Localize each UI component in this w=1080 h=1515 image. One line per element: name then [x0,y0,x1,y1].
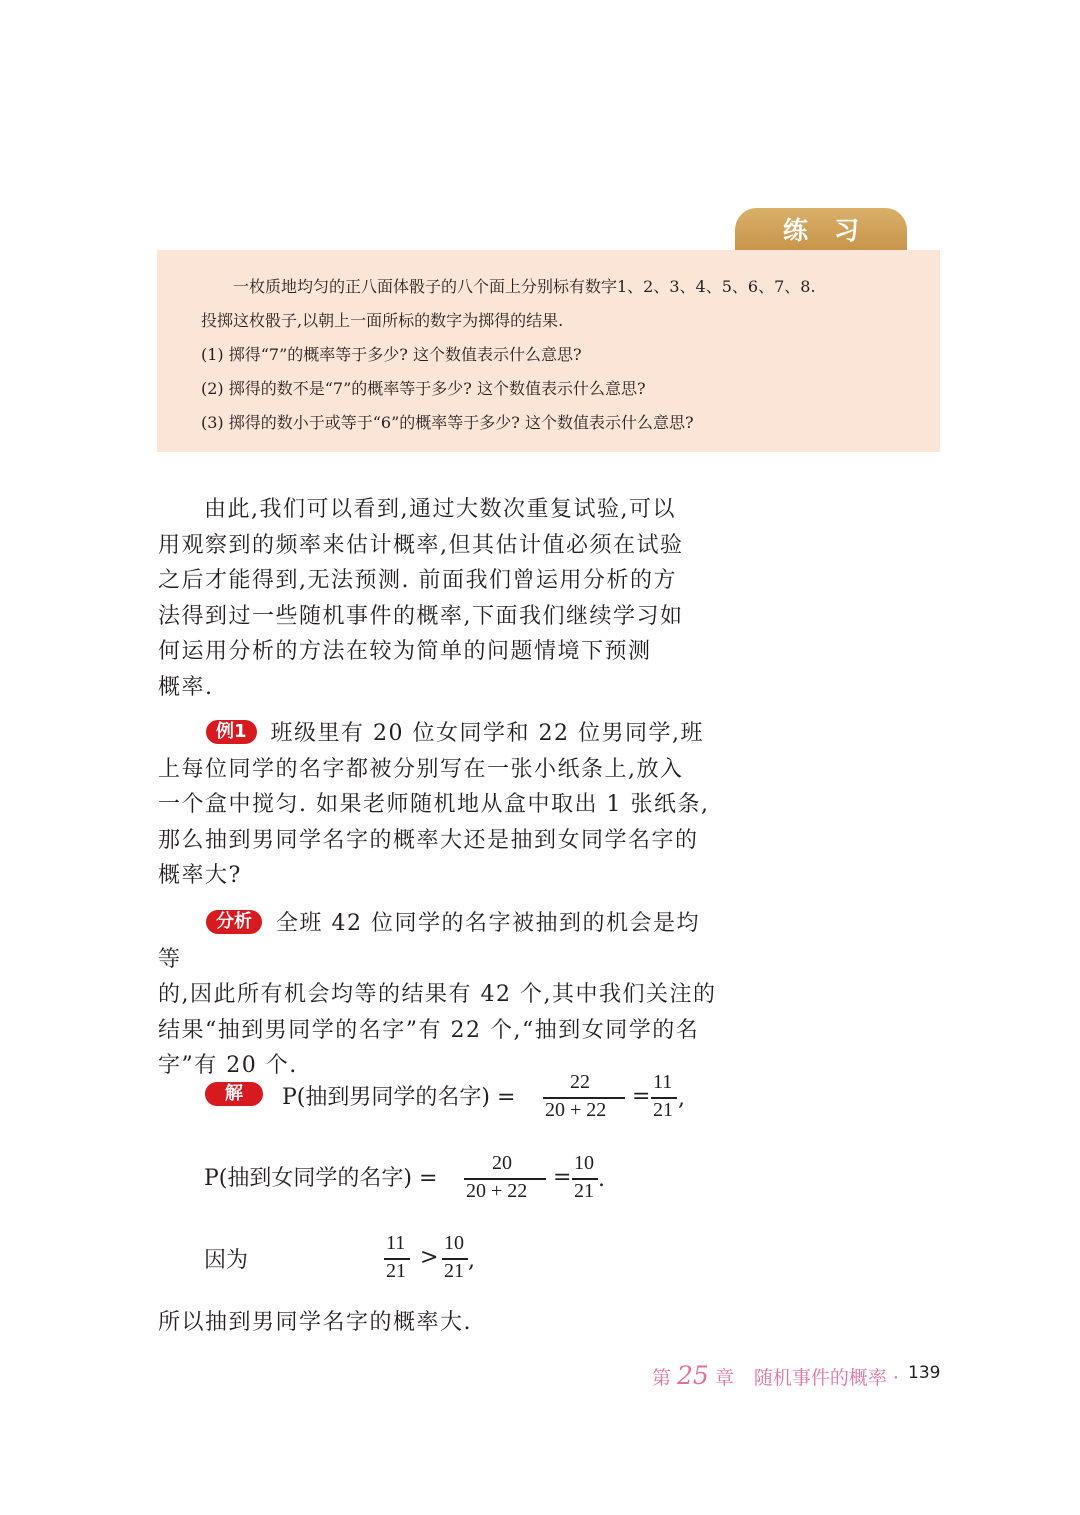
period: . [598,1167,605,1192]
paragraph-line: 概率. [158,674,214,700]
exercise-intro-line2: 投掷这枚骰子,以朝上一面所标的数字为掷得的结果. [201,311,564,330]
equation-2-denominator: 20 + 22 [466,1180,528,1202]
example-line: 班级里有 20 位女同学和 22 位男同学,班 [270,721,704,746]
analysis-badge: 分析 [206,910,262,934]
chapter-suffix: 章 [714,1367,734,1389]
equation-2-lhs: P(抽到女同学的名字) = [204,1166,438,1191]
greater-than-sign: > [420,1245,439,1270]
analysis-paragraph [158,906,718,1084]
paragraph-line: 用观察到的频率来估计概率,但其估计值必须在试验 [158,532,684,558]
equals-sign: = [632,1084,651,1109]
compare-right-numerator: 10 [444,1232,464,1254]
equation-2-result-denominator: 21 [574,1180,594,1202]
compare-left-denominator: 21 [386,1260,406,1282]
chapter-title: 随机事件的概率 · [753,1367,899,1389]
exercise-question-1: (1) 掷得“7”的概率等于多少? 这个数值表示什么意思? [201,345,582,364]
paragraph-line: 何运用分析的方法在较为简单的问题情境下预测 [158,639,652,664]
exercise-box [157,250,940,452]
equation-2-result-numerator: 10 [574,1152,594,1174]
conclusion: 所以抽到男同学名字的概率大. [158,1310,472,1335]
equation-1-numerator: 22 [570,1071,590,1093]
solution-badge: 解 [205,1082,263,1106]
exercise-question-2: (2) 掷得的数不是“7”的概率等于多少? 这个数值表示什么意思? [201,379,646,398]
equation-1-denominator: 20 + 22 [545,1099,607,1121]
because-label: 因为 [204,1248,249,1273]
page-number: 139 [908,1363,941,1383]
analysis-line: 的,因此所有机会均等的结果有 42 个,其中我们关注的 [158,982,717,1007]
exercise-tab: 练习 [735,208,907,251]
example-line: 一个盒中搅匀. 如果老师随机地从盒中取出 1 张纸条, [158,792,710,817]
chapter-number: 25 [677,1361,709,1390]
example-line: 概率大? [158,863,242,888]
example-line: 那么抽到男同学名字的概率大还是抽到女同学名字的 [158,827,699,853]
paragraph-line: 之后才能得到,无法预测. 前面我们曾运用分析的方 [158,568,677,593]
chapter-prefix: 第 [652,1367,672,1389]
compare-left-numerator: 11 [386,1232,406,1254]
analysis-line: 全班 42 位同学的名字被抽到的机会是均等 [158,911,700,972]
equals-sign: = [553,1165,572,1190]
example-line: 上每位同学的名字都被分别写在一张小纸条上,放入 [158,756,684,782]
equation-1-result-numerator: 11 [653,1071,673,1093]
paragraph-line: 由此,我们可以看到,通过大数次重复试验,可以 [204,497,676,522]
equation-1-lhs: P(抽到男同学的名字) = [282,1085,516,1110]
example-badge: 例1 [206,720,257,744]
example-paragraph [158,716,718,894]
paragraph-line: 法得到过一些随机事件的概率,下面我们继续学习如 [158,603,684,629]
comma: , [678,1086,685,1111]
chapter-footer [652,1361,899,1390]
analysis-line: 结果“抽到男同学的名字”有 22 个,“抽到女同学的名 [158,1017,700,1043]
equation-1-result-denominator: 21 [653,1099,673,1121]
equation-2-numerator: 20 [492,1152,512,1174]
analysis-line: 字”有 20 个. [158,1053,298,1078]
exercise-question-3: (3) 掷得的数小于或等于“6”的概率等于多少? 这个数值表示什么意思? [201,413,694,432]
intro-paragraph [158,492,718,705]
compare-right-denominator: 21 [444,1260,464,1282]
exercise-intro-line1: 一枚质地均匀的正八面体骰子的八个面上分别标有数字1、2、3、4、5、6、7、8. [233,277,816,296]
comma: , [468,1248,475,1273]
